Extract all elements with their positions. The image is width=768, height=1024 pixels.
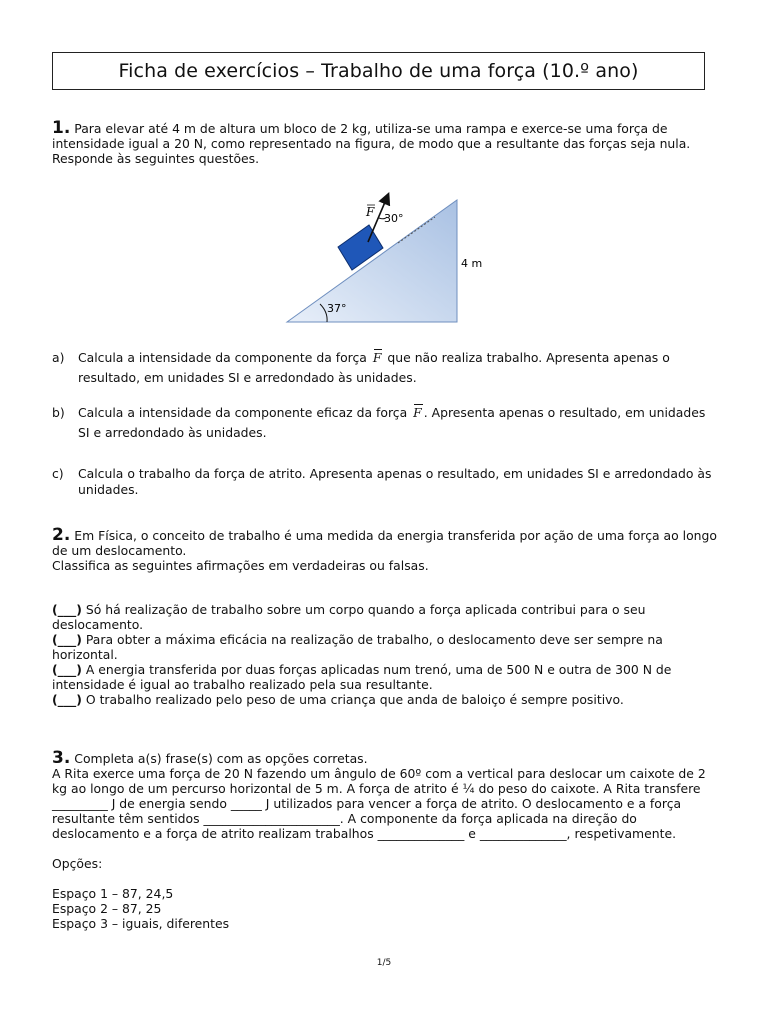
angle-37-label: 37° — [327, 302, 347, 315]
page-title: Ficha de exercícios – Trabalho de uma força (10.º ano) — [52, 52, 705, 90]
question-3-instruction: Completa a(s) frase(s) com as opções corretas. — [74, 751, 368, 766]
option-1: Espaço 1 – 87, 24,5 — [52, 886, 174, 901]
question-2-statements — [52, 602, 720, 707]
page-number: 1/5 — [376, 958, 392, 968]
question-2-text: Em Física, o conceito de trabalho é uma medida da energia transferida por ação de uma força ao longo de um deslocamento. — [52, 528, 717, 558]
option-2: Espaço 2 – 87, 25 — [52, 901, 162, 916]
statement-3: (___) A energia transferida por duas forças aplicadas num trenó, uma de 500 N e outra de 300 N de intensidade é igual ao trabalho realizado pela sua resultante. — [52, 662, 672, 692]
question-1-item-c: c) Calcula o trabalho da força de atrito. Apresenta apenas o resultado, em unidades SI e arredondado às unidades. — [52, 466, 712, 497]
question-1-item-a: a) Calcula a intensidade da componente da força F que não realiza trabalho. Apresenta apenas o resultado, em unidades SI e arredondado às unidades. — [52, 350, 670, 385]
statement-4: (___) O trabalho realizado pelo peso de uma criança que anda de baloiço é sempre positivo. — [52, 692, 624, 707]
inclined-plane-figure — [280, 190, 490, 330]
question-2-number: 2. — [52, 525, 71, 545]
question-3 — [52, 748, 720, 931]
question-2-instruction: Classifica as seguintes afirmações em verdadeiras ou falsas. — [52, 558, 429, 573]
question-1 — [52, 118, 720, 166]
angle-30-label: 30° — [384, 212, 404, 225]
question-1-number: 1. — [52, 118, 71, 138]
height-label: 4 m — [461, 257, 483, 270]
force-vector-symbol: F — [371, 348, 384, 368]
question-3-text: A Rita exerce uma força de 20 N fazendo um ângulo de 60º com a vertical para deslocar um caixote de 2 kg ao longo de um percurso horizontal de 5 m. A força de atrito é ¼ do peso do caixote. A Rita transfere _________ J de energia sendo _____ J utilizados para vencer a força de atrito. O deslocamento e a força resultante têm sentidos ______________________. A componente da força aplicada na direção do deslocamento e a força de atrito realizam trabalhos ______________ e ______________, respetivamente. — [52, 766, 706, 841]
force-vector-symbol: F — [411, 403, 424, 423]
item-c-label: c) — [52, 466, 64, 481]
question-1-item-b: b) Calcula a intensidade da componente eficaz da força F . Apresenta apenas o resultado, em unidades SI e arredondado às unidades. — [52, 405, 706, 440]
options-title: Opções: — [52, 856, 103, 871]
option-3: Espaço 3 – iguais, diferentes — [52, 916, 230, 931]
item-a-label: a) — [52, 350, 65, 365]
question-1-text: Para elevar até 4 m de altura um bloco de 2 kg, utiliza-se uma rampa e exerce-se uma força de intensidade igual a 20 N, como representado na figura, de modo que a resultante das forças seja nula. Responde às seguintes questões. — [52, 121, 691, 166]
force-label: F — [366, 205, 375, 219]
question-2 — [52, 525, 720, 573]
statement-1: (___) Só há realização de trabalho sobre um corpo quando a força aplicada contribui para o seu deslocamento. — [52, 602, 646, 632]
statement-2: (___) Para obter a máxima eficácia na realização de trabalho, o deslocamento deve ser sempre na horizontal. — [52, 632, 663, 662]
item-b-label: b) — [52, 405, 65, 420]
inclined-plane-svg — [280, 190, 490, 330]
question-3-number: 3. — [52, 748, 71, 768]
